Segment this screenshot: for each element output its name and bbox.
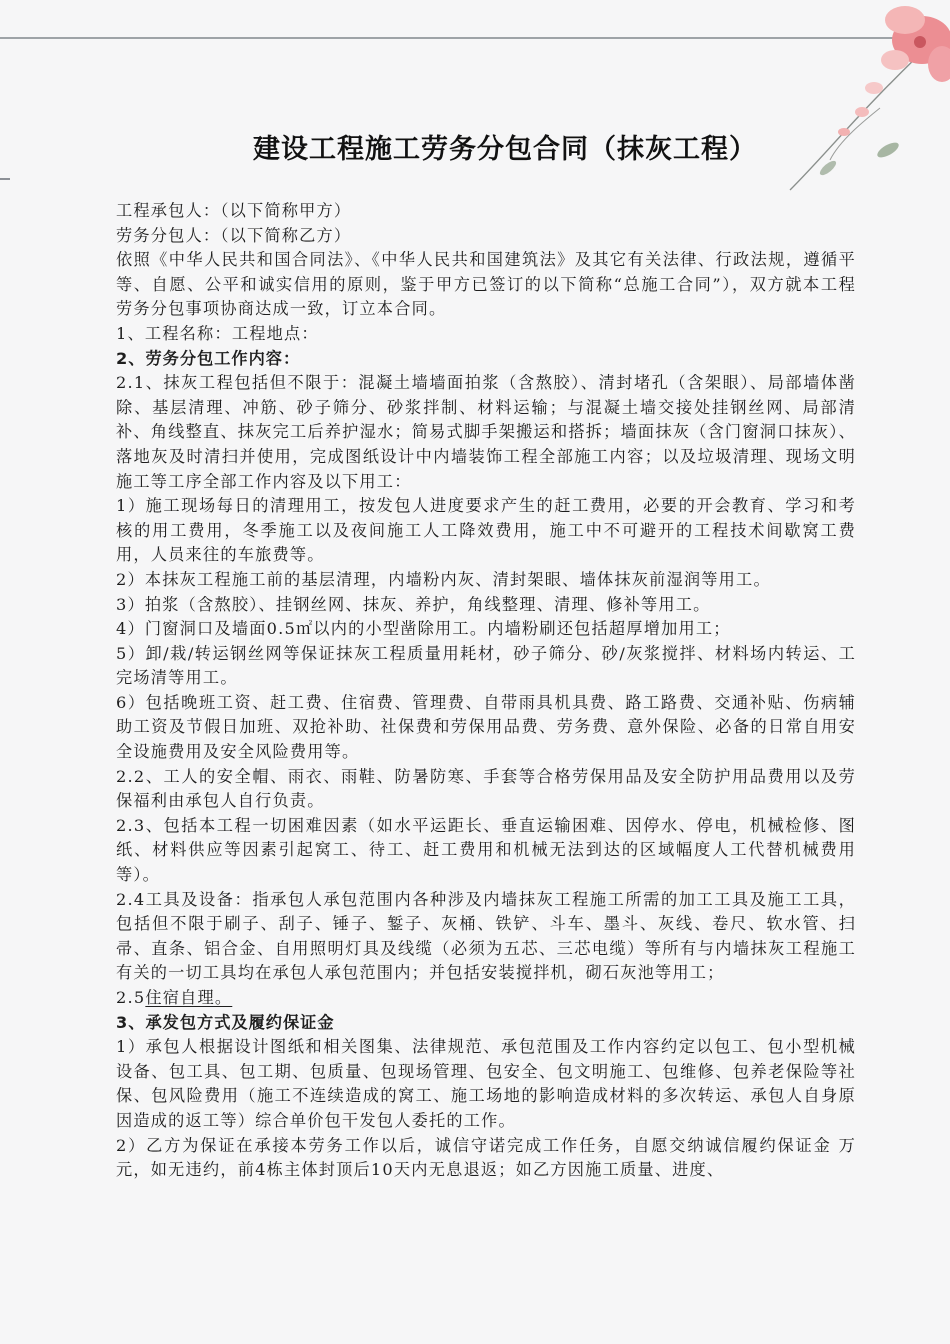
clause-2-1-item-5: 5）卸/栽/转运钢丝网等保证抹灰工程质量用耗材，砂子筛分、砂/灰浆搅拌、材料场内转运、工完场清等用工。 [116,643,856,688]
paragraph-contractor: 工程承包人：（以下简称甲方） [116,201,352,220]
paragraph-project-name: 1、工程名称：工程地点： [116,323,319,343]
clause-2-1-item-2: 2）本抹灰工程施工前的基层清理，内墙粉内灰、清封架眼、墙体抹灰前湿润等用工。 [116,569,771,589]
paragraph-subcontractor: 劳务分包人：（以下简称乙方） [116,225,352,245]
clause-3-item-1: 1）承包人根据设计图纸和相关图集、法律规范、承包范围及工作内容约定以包工、包小型机械设备、包工具、包工期、包质量、包现场管理、包安全、包文明施工、包维修、包养老保险等社保、包风险费用（施工不连续造成的窝工、施工场地的影响造成材料的多次转运、承包人自身原因造成的返工等）综合单价包干发包人委托的工作。 [116,1037,856,1130]
section-heading-3: 3、承发包方式及履约保证金 [116,1012,335,1032]
clause-2-1-item-1: 1）施工现场每日的清理用工，按发包人进度要求产生的赶工费用，必要的开会教育、学习和考核的用工费用，冬季施工以及夜间施工人工降效费用，施工中不可避开的工程技术间歇窝工费用，人员来往的车旅费等。 [116,496,856,565]
clause-2-4: 2.4工具及设备：指承包人承包范围内各种涉及内墙抹灰工程施工所需的加工工具及施工工具，包括但不限于刷子、刮子、锤子、錾子、灰桶、铁铲、斗车、墨斗、灰线、卷尺、软水管、扫帚、直条、铝合金、自用照明灯具及线缆（必须为五芯、三芯电缆）等所有与内墙抹灰工程施工有关的一切工具均在承包人承包范围内；并包括安装搅拌机，砌石灰池等用工； [116,889,856,983]
flower-branch-decoration [770,0,950,200]
clause-2-1-item-6: 6）包括晚班工资、赶工费、住宿费、管理费、自带雨具机具费、路工路费、交通补贴、伤病辅助工资及节假日加班、双抢补助、社保费和劳保用品费、劳务费、意外保险、必备的日常自用安全设施费用及安全风险费用等。 [116,692,856,762]
clause-2-2: 2.2、工人的安全帽、雨衣、雨鞋、防暑防寒、手套等合格劳保用品及安全防护用品费用以及劳保福利由承包人自行负责。 [116,766,856,811]
section-heading-2: 2、劳务分包工作内容： [116,348,301,368]
clause-3-item-2: 2）乙方为保证在承接本劳务工作以后，诚信守诺完成工作任务，自愿交纳诚信履约保证金 万元，如无违约，前4栋主体封顶后10天内无息退返；如乙方因施工质量、进度、 [116,1135,856,1180]
clause-2-1-item-3: 3）拍浆（含熬胶）、挂钢丝网、抹灰、养护，角线整理、清理、修补等用工。 [116,594,711,614]
document-title: 建设工程施工劳务分包合同（抹灰工程） [253,134,757,165]
clause-2-1: 2.1、抹灰工程包括但不限于：混凝土墙墙面拍浆（含熬胶）、清封堵孔（含架眼）、局部墙体凿除、基层清理、冲筋、砂子筛分、砂浆拌制、材料运输；与混凝土墙交接处挂钢丝网、局部清补、角线整直、抹灰完工后养护湿水；简易式脚手架搬运和搭拆；墙面抹灰（含门窗洞口抹灰）、落地灰及时清扫并使用，完成图纸设计中内墙装饰工程全部施工内容；以及垃圾清理、现场文明施工等工序全部工作内容及以下用工： [116,373,856,491]
clause-2-3: 2.3、包括本工程一切困难因素（如水平运距长、垂直运输困难、因停水、停电，机械检修、图纸、材料供应等因素引起窝工、待工、赶工费用和机械无法到达的区域幅度人工代替机械费用等）。 [116,815,856,885]
clause-2-5 [116,986,856,1011]
contract-body [116,199,856,1183]
left-edge-mark [0,178,10,180]
underlined-text: 住宿自理。 [145,988,233,1007]
clause-2-5-text: 2.5住宿自理。 [116,988,233,1007]
clause-2-1-item-4: 4）门窗洞口及墙面0.5㎡以内的小型凿除用工。内墙粉刷还包括超厚增加用工； [116,619,731,639]
paragraph-basis: 依照《中华人民共和国合同法》、《中华人民共和国建筑法》及其它有关法律、行政法规，遵循平等、自愿、公平和诚实信用的原则，鉴于甲方已签订的以下简称“总施工合同”），双方就本工程劳务分包事项协商达成一致，订立本合同。 [116,250,856,319]
